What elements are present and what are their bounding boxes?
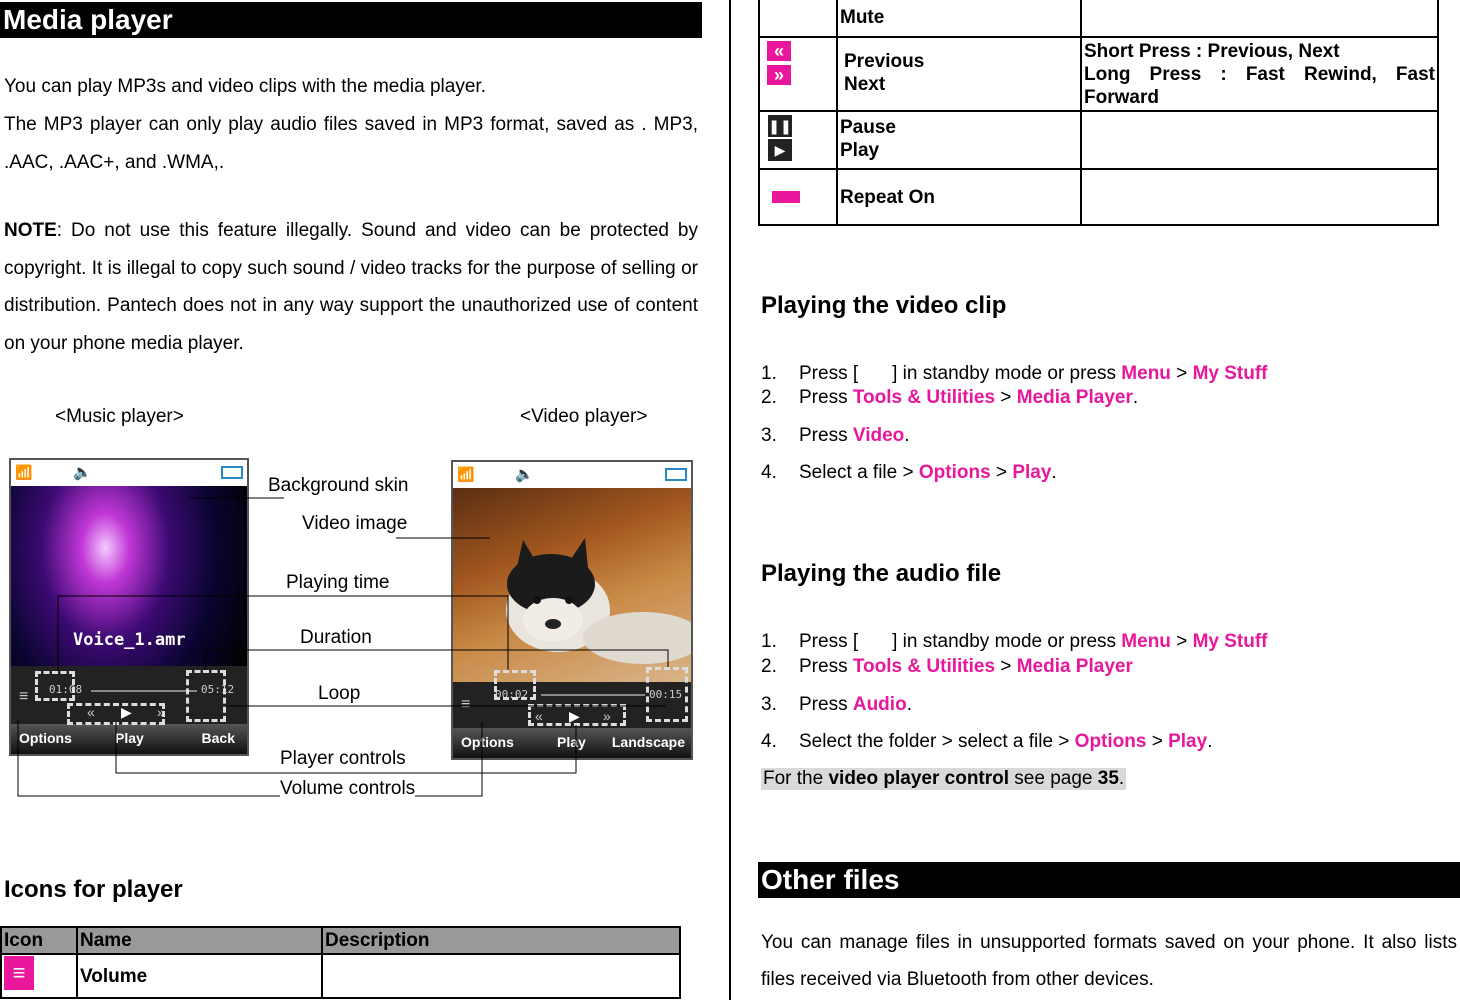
forward-icon: » bbox=[157, 704, 165, 720]
rewind-icon: « bbox=[87, 704, 95, 720]
step-number: 3. bbox=[761, 694, 777, 715]
audio-step-3 bbox=[761, 694, 912, 716]
table-row bbox=[759, 37, 1438, 111]
icons-heading: Icons for player bbox=[4, 876, 183, 903]
menu-link[interactable]: Menu bbox=[1121, 631, 1171, 652]
music-time-played: 01:08 bbox=[49, 683, 83, 696]
track-name: Voice_1.amr bbox=[73, 630, 186, 650]
music-time-total: 05:12 bbox=[201, 683, 235, 696]
volume-bars-icon: ≡ bbox=[19, 688, 29, 705]
step-number: 4. bbox=[761, 731, 777, 752]
name-cell bbox=[837, 37, 1081, 111]
play-icon: ▶ bbox=[121, 704, 132, 720]
options-link[interactable]: Options bbox=[918, 462, 991, 483]
name-previous: Previous bbox=[844, 51, 925, 72]
icon-cell bbox=[759, 37, 837, 111]
section-title-other-files: Other files bbox=[758, 862, 1460, 898]
video-time-total: 00:15 bbox=[649, 688, 683, 701]
desc-short-press: Short Press : Previous, Next bbox=[1084, 41, 1340, 62]
icon-cell bbox=[1, 954, 77, 998]
other-files-text: You can manage files in unsupported formats saved on your phone. It also lists files received via Bluetooth from other devices. bbox=[761, 932, 1457, 990]
step-end: . bbox=[906, 694, 912, 715]
repeat-icon bbox=[772, 191, 800, 203]
step-text: Select a file > bbox=[799, 462, 919, 483]
ref-text: For the bbox=[763, 768, 829, 789]
table-row bbox=[759, 169, 1438, 225]
ref-page-number: 35 bbox=[1097, 768, 1119, 789]
callout-playing-time: Playing time bbox=[286, 572, 390, 593]
step-text: Press bbox=[799, 425, 853, 446]
name-cell bbox=[837, 111, 1081, 169]
section-title-media-player: Media player bbox=[0, 2, 702, 38]
previous-icon: « bbox=[767, 41, 791, 61]
video-time-played: 00:02 bbox=[495, 688, 529, 701]
step-text: Press bbox=[799, 387, 853, 408]
video-player-caption: <Video player> bbox=[520, 406, 648, 427]
note-label: NOTE bbox=[4, 220, 57, 241]
pause-icon: ❚❚ bbox=[768, 115, 792, 137]
step-text: Select the folder > select a file > bbox=[799, 731, 1075, 752]
step-text: Press bbox=[799, 694, 853, 715]
tools-utilities-link[interactable]: Tools & Utilities bbox=[852, 656, 996, 677]
video-step-3 bbox=[761, 425, 910, 447]
video-clip-heading: Playing the video clip bbox=[761, 292, 1007, 319]
step-number: 2. bbox=[761, 387, 777, 408]
video-softkey-play[interactable]: Play bbox=[557, 734, 586, 750]
desc-long-press: Long Press : Fast Rewind, Fast Forward bbox=[1084, 64, 1435, 108]
step-number: 4. bbox=[761, 462, 777, 483]
signal-icon: 📶 bbox=[15, 464, 33, 480]
name-cell: Volume bbox=[77, 954, 322, 998]
icon-cell bbox=[759, 169, 837, 225]
description-cell bbox=[1081, 0, 1438, 37]
name-cell: Repeat On bbox=[837, 169, 1081, 225]
video-softkey-options[interactable]: Options bbox=[461, 734, 514, 750]
my-stuff-link[interactable]: My Stuff bbox=[1192, 631, 1268, 652]
volume-icon: ≡ bbox=[4, 956, 34, 990]
step-end: . bbox=[1132, 387, 1139, 408]
icons-table-part-2 bbox=[758, 0, 1439, 226]
description-cell bbox=[1081, 37, 1438, 111]
speaker-icon: 🔈 bbox=[73, 464, 92, 481]
step-end: . bbox=[1207, 731, 1213, 752]
step-number: 3. bbox=[761, 425, 777, 446]
pen-key-icon bbox=[858, 357, 892, 379]
step-separator: > bbox=[1170, 363, 1193, 384]
music-softkey-play[interactable]: Play bbox=[115, 730, 144, 746]
media-player-link[interactable]: Media Player bbox=[1016, 387, 1133, 408]
ref-topic: video player control bbox=[828, 768, 1010, 789]
intro-line-2: The MP3 player can only play audio files saved in MP3 format, saved as . MP3, .AAC, .AAC+, and .WMA,. bbox=[4, 114, 698, 173]
description-cell bbox=[322, 954, 680, 998]
menu-link[interactable]: Menu bbox=[1121, 363, 1171, 384]
table-row bbox=[1, 954, 680, 998]
ref-text: see page bbox=[1009, 768, 1098, 789]
step-number: 1. bbox=[761, 363, 777, 384]
name-pause: Pause bbox=[840, 117, 896, 138]
col-header-icon: Icon bbox=[1, 927, 77, 954]
video-softkey-landscape[interactable]: Landscape bbox=[611, 734, 685, 750]
description-cell bbox=[1081, 169, 1438, 225]
volume-bars-icon: ≡ bbox=[461, 696, 471, 713]
play-icon: ▶ bbox=[569, 708, 580, 724]
icons-table-part-1 bbox=[0, 926, 681, 999]
step-text: ] in standby mode or press bbox=[892, 631, 1122, 652]
description-cell bbox=[1081, 111, 1438, 169]
step-text: Press bbox=[799, 656, 853, 677]
next-icon: » bbox=[767, 65, 791, 85]
step-separator: > bbox=[995, 656, 1017, 677]
signal-icon: 📶 bbox=[457, 466, 475, 482]
name-play: Play bbox=[840, 140, 880, 161]
callout-duration: Duration bbox=[300, 627, 372, 648]
audio-file-heading: Playing the audio file bbox=[761, 560, 1002, 587]
video-step-4 bbox=[761, 462, 1057, 484]
play-link[interactable]: Play bbox=[1012, 462, 1052, 483]
audio-step-1 bbox=[761, 625, 1268, 653]
callout-player-controls: Player controls bbox=[280, 748, 406, 769]
step-text: ] in standby mode or press bbox=[892, 363, 1122, 384]
pen-key-icon bbox=[858, 625, 892, 647]
table-header-row bbox=[1, 927, 680, 954]
callout-lines bbox=[0, 0, 730, 820]
name-cell: Mute bbox=[837, 0, 1081, 37]
callout-volume-controls: Volume controls bbox=[280, 778, 416, 799]
speaker-icon: 🔈 bbox=[515, 466, 534, 483]
step-number: 2. bbox=[761, 656, 777, 677]
step-separator: > bbox=[995, 387, 1017, 408]
play-icon: ▶ bbox=[768, 139, 792, 161]
step-separator: > bbox=[1170, 631, 1193, 652]
video-step-1 bbox=[761, 357, 1268, 385]
col-header-name: Name bbox=[77, 927, 322, 954]
icon-cell bbox=[759, 111, 837, 169]
callout-loop: Loop bbox=[318, 683, 361, 704]
col-header-description: Description bbox=[322, 927, 680, 954]
name-next: Next bbox=[844, 74, 886, 95]
step-text: Press [ bbox=[799, 631, 859, 652]
play-link[interactable]: Play bbox=[1168, 731, 1208, 752]
step-separator: > bbox=[1146, 731, 1169, 752]
intro-line-1: You can play MP3s and video clips with the media player. bbox=[4, 76, 486, 97]
note-text: : Do not use this feature illegally. Sound and video can be protected by copyright. It is illegal to copy such sound / video tracks for the purpose of selling or distribution. Pantech does not in any way support the unauthorized use of content on your phone media player. bbox=[4, 220, 698, 354]
step-number: 1. bbox=[761, 631, 777, 652]
tools-utilities-link[interactable]: Tools & Utilities bbox=[852, 387, 996, 408]
video-link[interactable]: Video bbox=[852, 425, 905, 446]
options-link[interactable]: Options bbox=[1074, 731, 1147, 752]
music-player-caption: <Music player> bbox=[55, 406, 184, 427]
music-softkey-back[interactable]: Back bbox=[201, 730, 235, 746]
rewind-icon: « bbox=[535, 708, 543, 724]
column-divider bbox=[729, 0, 731, 1000]
video-step-2 bbox=[761, 387, 1138, 409]
my-stuff-link[interactable]: My Stuff bbox=[1192, 363, 1268, 384]
page-reference-note bbox=[761, 768, 1126, 790]
audio-step-2 bbox=[761, 656, 1133, 678]
step-text: Press [ bbox=[799, 363, 859, 384]
step-end: . bbox=[904, 425, 910, 446]
forward-icon: » bbox=[603, 708, 611, 724]
callout-video-image: Video image bbox=[302, 513, 408, 534]
table-row bbox=[759, 0, 1438, 37]
icon-cell bbox=[759, 0, 837, 37]
callout-background-skin: Background skin bbox=[268, 475, 409, 496]
audio-link[interactable]: Audio bbox=[852, 694, 907, 715]
step-separator: > bbox=[990, 462, 1013, 483]
audio-step-4 bbox=[761, 731, 1212, 753]
table-row bbox=[759, 111, 1438, 169]
step-end: . bbox=[1051, 462, 1057, 483]
media-player-link[interactable]: Media Player bbox=[1016, 656, 1133, 677]
music-softkey-options[interactable]: Options bbox=[19, 730, 72, 746]
ref-end: . bbox=[1118, 768, 1125, 789]
